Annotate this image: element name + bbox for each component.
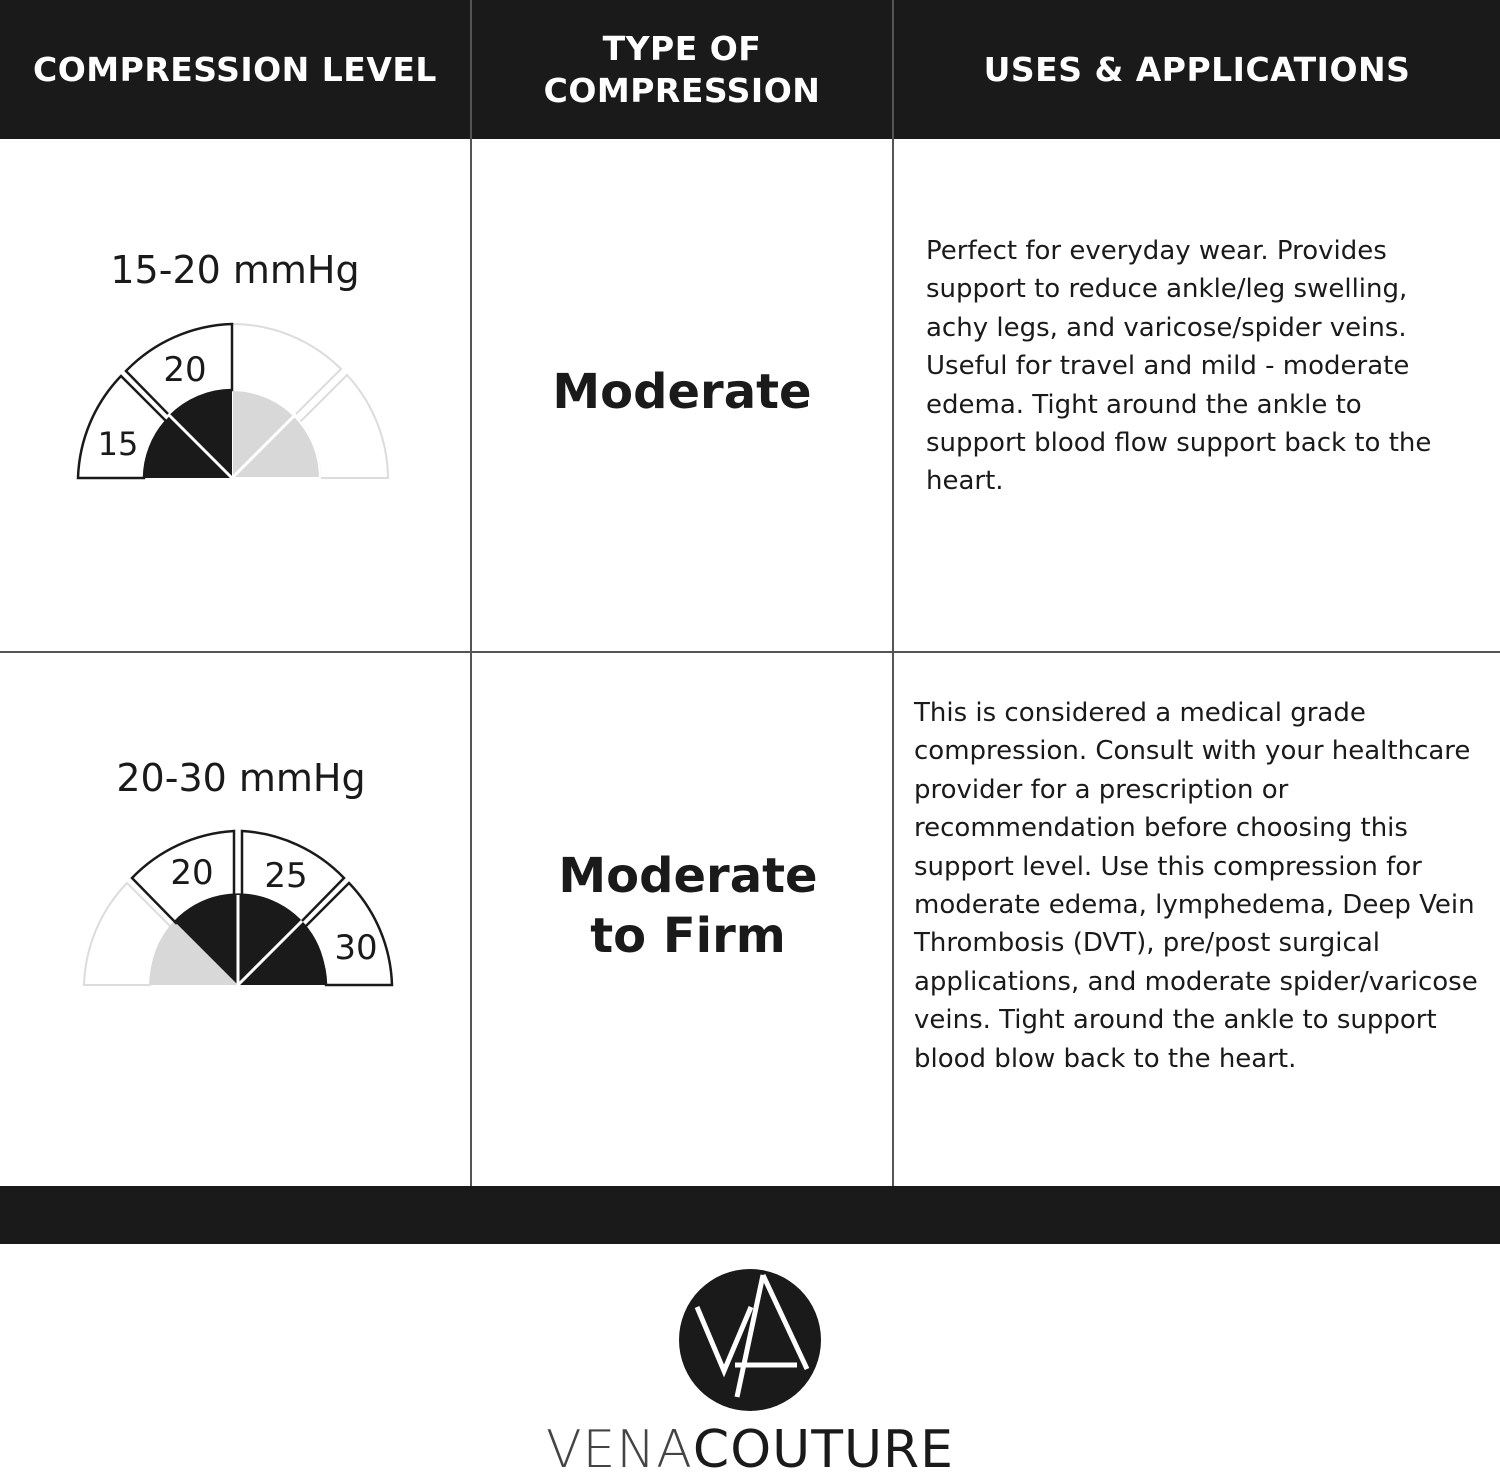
- brand-part-vena: VENA: [545, 1420, 693, 1480]
- gauge-label: 15: [97, 425, 139, 463]
- brand-part-couture: COUTURE: [692, 1420, 954, 1480]
- compression-type-line1: Moderate: [558, 848, 818, 904]
- row-divider: [0, 651, 1500, 653]
- header-compression-level: [0, 0, 470, 139]
- compression-level-value: 15-20 mmHg: [110, 248, 360, 292]
- column-divider: [470, 139, 472, 1186]
- gauge-20-30-icon: [76, 822, 416, 1002]
- compression-type-line1: Moderate: [552, 364, 812, 420]
- gauge-label: 20: [163, 350, 207, 390]
- header-type-of-compression: [472, 0, 892, 139]
- gauge-label: 20: [170, 853, 214, 893]
- footer-bar: [0, 1186, 1500, 1244]
- header-uses-label: USES & APPLICATIONS: [983, 49, 1411, 89]
- column-divider: [892, 139, 894, 1186]
- header-compression-level-label: COMPRESSION LEVEL: [33, 49, 437, 89]
- header-type-line1: TYPE OF: [602, 28, 762, 68]
- compression-level-value: 20-30 mmHg: [116, 756, 366, 800]
- gauge-15-20-icon: [70, 315, 410, 495]
- header-type-line2: COMPRESSION: [543, 70, 821, 110]
- uses-description: Perfect for everyday wear. Provides support to reduce ankle/leg swelling, achy legs, and varicose/spider veins. Useful for travel and mild - moderate edema. Tight around the ankle to support blood flow support back to the heart.: [926, 236, 1432, 497]
- brand-wordmark: [0, 1420, 1500, 1480]
- gauge-label: 30: [334, 928, 378, 968]
- compression-type: [478, 846, 898, 966]
- header-uses-applications: [894, 0, 1500, 139]
- venacouture-logo-icon: [679, 1269, 821, 1411]
- table-header: [0, 0, 1500, 139]
- compression-type-line2: to Firm: [590, 908, 786, 964]
- compression-type: [472, 362, 892, 422]
- uses-description: This is considered a medical grade compression. Consult with your healthcare provider for a prescription or recommendation before choosing this support level. Use this compression for moderate edema, lymphedema, Deep Vein Thrombosis (DVT), pre/post surgical applications, and moderate spider/varicose veins. Tight around the ankle to support blood blow back to the heart.: [914, 698, 1478, 1074]
- gauge-label: 25: [264, 856, 308, 896]
